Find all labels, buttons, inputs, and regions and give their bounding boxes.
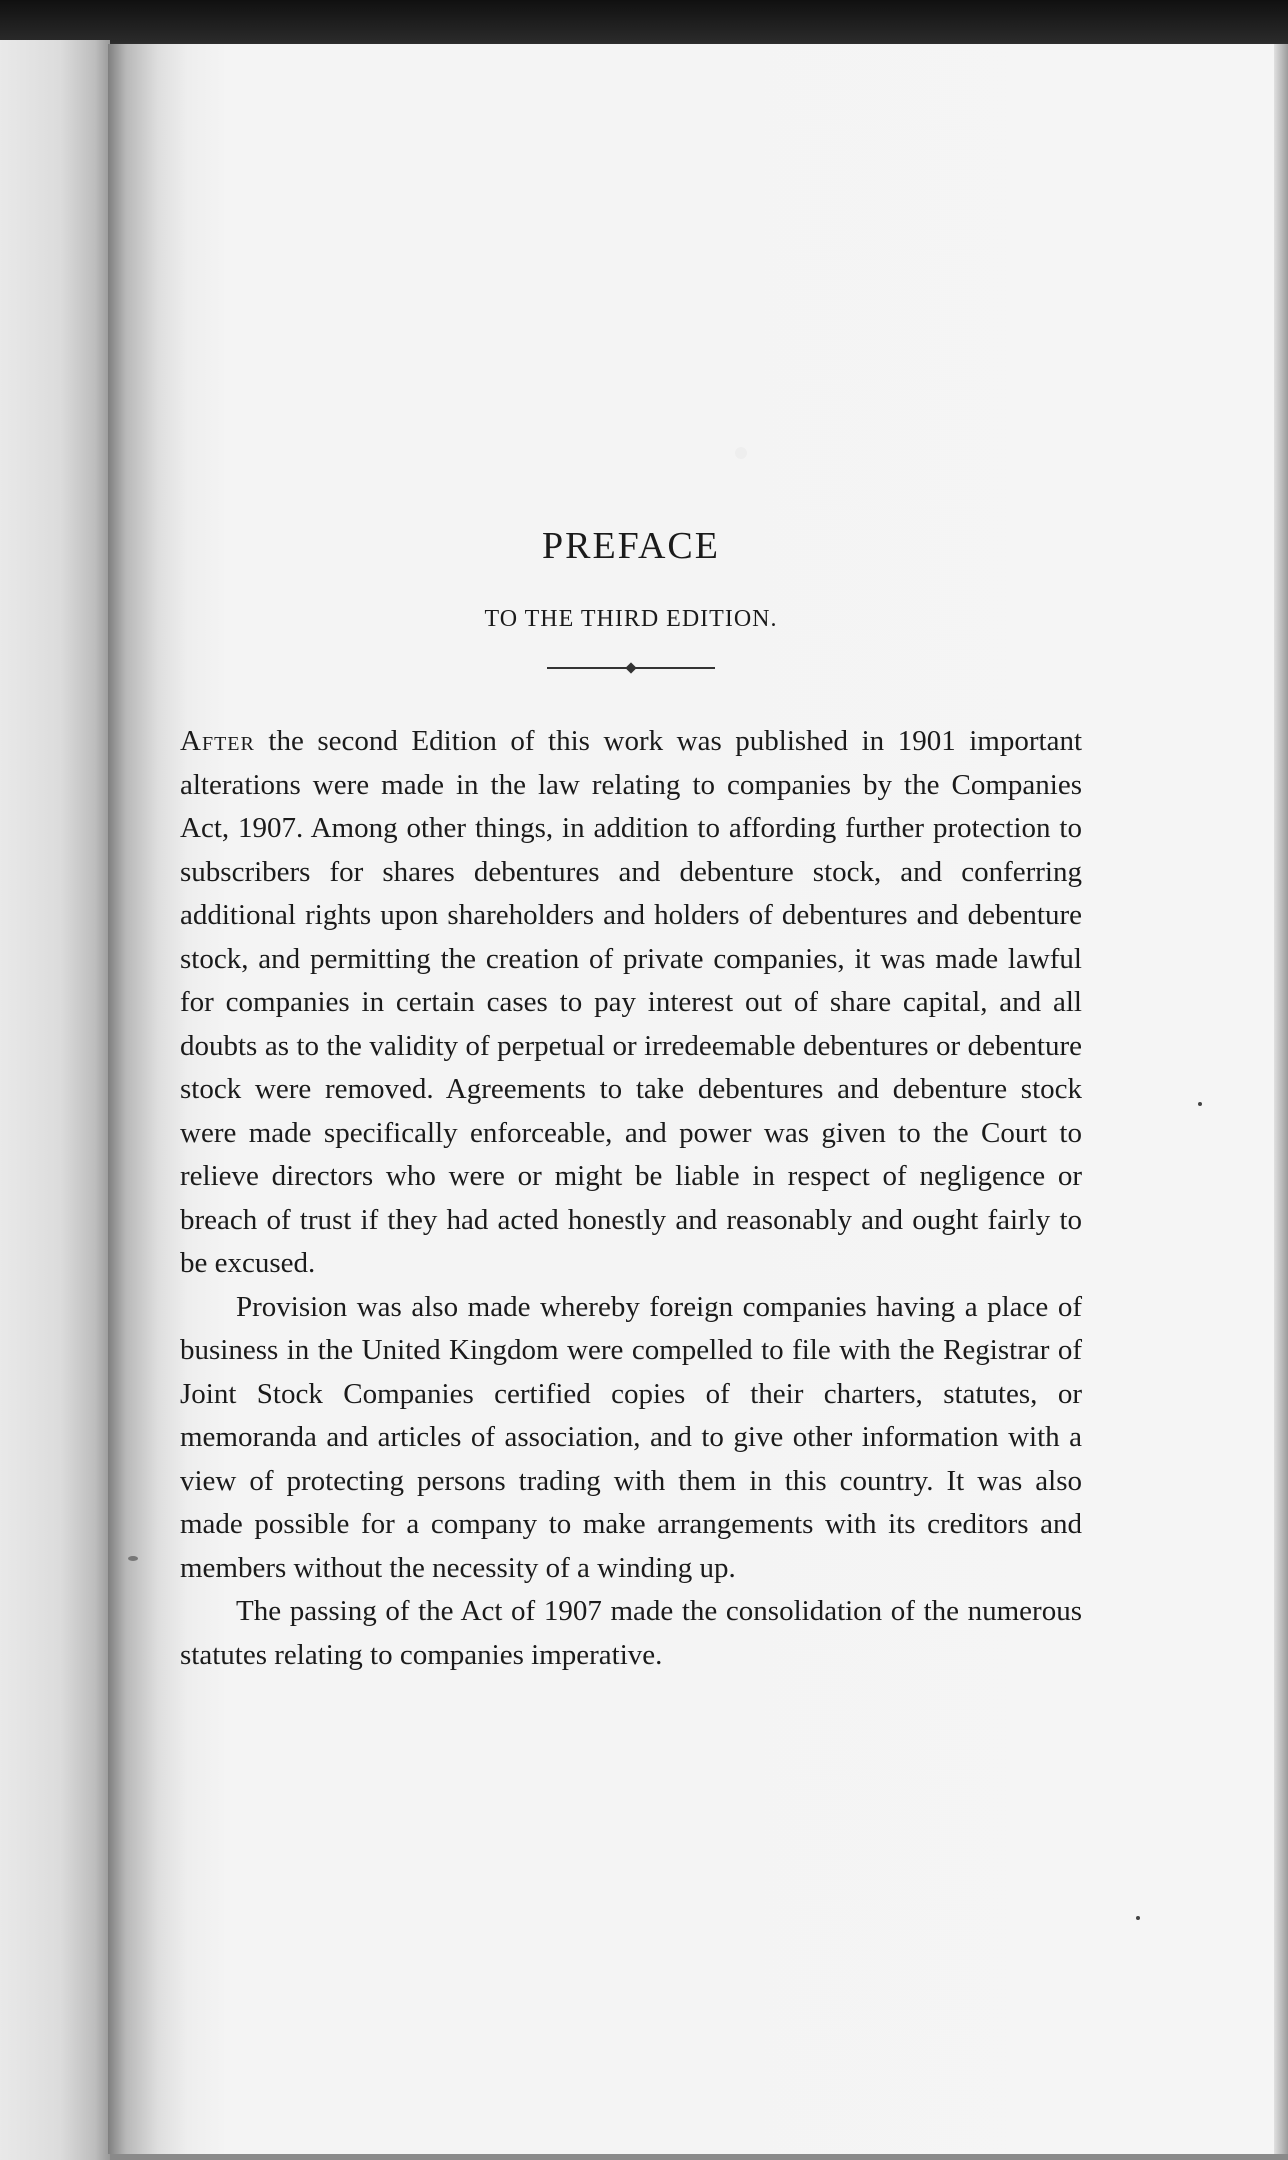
preface-body	[180, 720, 1082, 1677]
preface-text-block	[180, 518, 1082, 1677]
page-subtitle: TO THE THIRD EDITION.	[484, 606, 778, 632]
paragraph-2: Provision was also made whereby foreign companies having a place of business in the United Kingdom were compelled to file with the Registrar of Joint Stock Companies certified copies of their charters, statutes, or memoranda and articles of association, and to give other information with a view of protecting persons trading with them in this country. It was also made possible for a company to make arrangements with its creditors and members without the necessity of a winding up.	[180, 1290, 1082, 1584]
rule-ornament	[625, 662, 636, 673]
lead-word: After	[180, 725, 255, 757]
paper-speck	[1136, 1916, 1140, 1920]
paragraph-3: The passing of the Act of 1907 made the consolidation of the numerous statutes relating to companies imperative.	[180, 1595, 1082, 1671]
paragraph-1	[180, 720, 1082, 1286]
page-right-edge	[1274, 44, 1288, 2154]
rule-line-right	[635, 667, 715, 669]
facing-page-edge	[0, 40, 110, 2160]
paper-speck	[735, 447, 747, 459]
page-title: PREFACE	[541, 525, 720, 567]
paragraph-1-text: the second Edition of this work was published in 1901 important alterations were made in the law relating to companies by the Companies Act, 1907. Among other things, in addition to affording further protection to subscribers for shares debentures and debenture stock, and conferring additional rights upon shareholders and holders of debentures and debenture stock, and permitting the creation of private companies, it was made lawful for companies in certain cases to pay interest out of share capital, and all doubts as to the validity of perpetual or irredeemable debentures or debenture stock were removed. Agreements to take debentures and debenture stock were made specifically enforceable, and power was given to the Court to relieve directors who were or might be liable in respect of negligence or breach of trust if they had acted honestly and reasonably and ought fairly to be excused.	[180, 725, 1082, 1279]
rule-line-left	[547, 667, 627, 669]
paper-speck	[1198, 1102, 1202, 1106]
paper-speck	[128, 1556, 138, 1561]
ornamental-rule	[180, 660, 1082, 676]
